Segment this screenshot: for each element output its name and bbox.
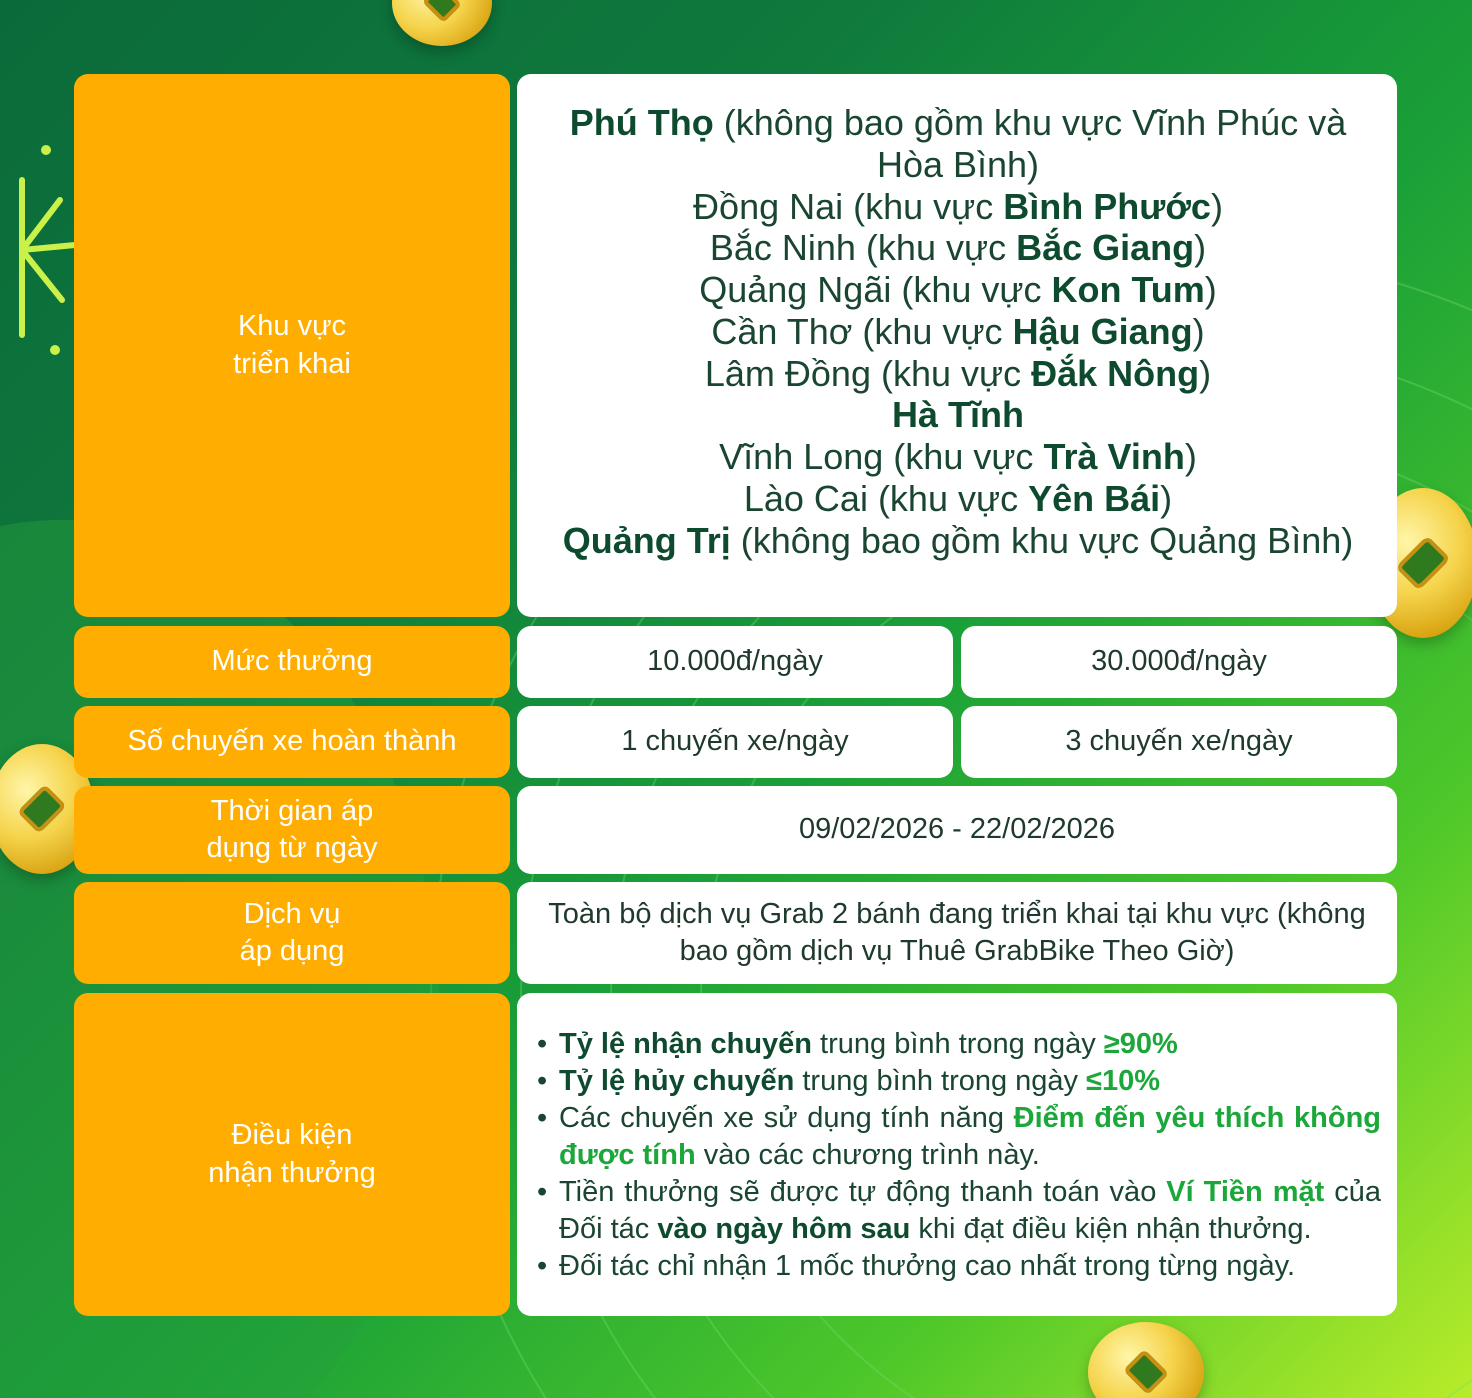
label-area: Khu vực triển khai bbox=[74, 74, 510, 617]
label-reward: Mức thưởng bbox=[74, 626, 510, 698]
condition-item: • Đối tác chỉ nhận 1 mốc thưởng cao nhất trong từng ngày. bbox=[531, 1248, 1381, 1285]
service-text: Toàn bộ dịch vụ Grab 2 bánh đang triển khai tại khu vực (không bao gồm dịch vụ Thuê GrabBike Theo Giờ) bbox=[517, 882, 1397, 984]
area-item: Lâm Đồng (khu vực Đắk Nông) bbox=[704, 352, 1212, 394]
area-item: Quảng Ngãi (khu vực Kon Tum) bbox=[699, 269, 1217, 310]
condition-item: • Các chuyến xe sử dụng tính năng Điểm đến yêu thích không được tính vào các chương trình này. bbox=[531, 1100, 1381, 1174]
label-service: Dịch vụ áp dụng bbox=[74, 882, 510, 984]
coin-icon bbox=[392, 0, 492, 46]
condition-item: • Tỷ lệ hủy chuyến trung bình trong ngày ≤10% bbox=[531, 1063, 1381, 1100]
label-trips: Số chuyến xe hoàn thành bbox=[74, 706, 510, 778]
trips-tier-1: 1 chuyến xe/ngày bbox=[517, 706, 953, 778]
condition-item: • Tỷ lệ nhận chuyến trung bình trong ngày ≥90% bbox=[531, 1026, 1381, 1063]
conditions-list bbox=[517, 993, 1397, 1316]
area-item: Cần Thơ (khu vực Hậu Giang) bbox=[711, 310, 1205, 352]
area-item: Lào Cai (khu vực Yên Bái) bbox=[743, 477, 1173, 519]
area-item: Đồng Nai (khu vực Bình Phước) bbox=[693, 185, 1223, 227]
coin-icon bbox=[1088, 1322, 1204, 1398]
trips-tier-2: 3 chuyến xe/ngày bbox=[961, 706, 1397, 778]
areas-list bbox=[517, 74, 1397, 617]
area-item: Vĩnh Long (khu vực Trà Vinh) bbox=[719, 436, 1197, 477]
reward-tier-2: 30.000đ/ngày bbox=[961, 626, 1397, 698]
condition-item: • Tiền thưởng sẽ được tự động thanh toán vào Ví Tiền mặt của Đối tác vào ngày hôm sau khi đạt điều kiện nhận thưởng. bbox=[531, 1174, 1381, 1248]
label-time: Thời gian áp dụng từ ngày bbox=[74, 786, 510, 874]
area-item: Quảng Trị (không bao gồm khu vực Quảng Bình) bbox=[562, 519, 1354, 561]
area-item: Bắc Ninh (khu vực Bắc Giang) bbox=[709, 227, 1207, 269]
reward-tier-1: 10.000đ/ngày bbox=[517, 626, 953, 698]
area-item: Hà Tĩnh bbox=[892, 394, 1024, 436]
area-item: Phú Thọ (không bao gồm khu vực Vĩnh Phúc và Hòa Bình) bbox=[569, 102, 1347, 185]
label-conditions: Điều kiện nhận thưởng bbox=[74, 993, 510, 1316]
time-range: 09/02/2026 - 22/02/2026 bbox=[517, 786, 1397, 874]
